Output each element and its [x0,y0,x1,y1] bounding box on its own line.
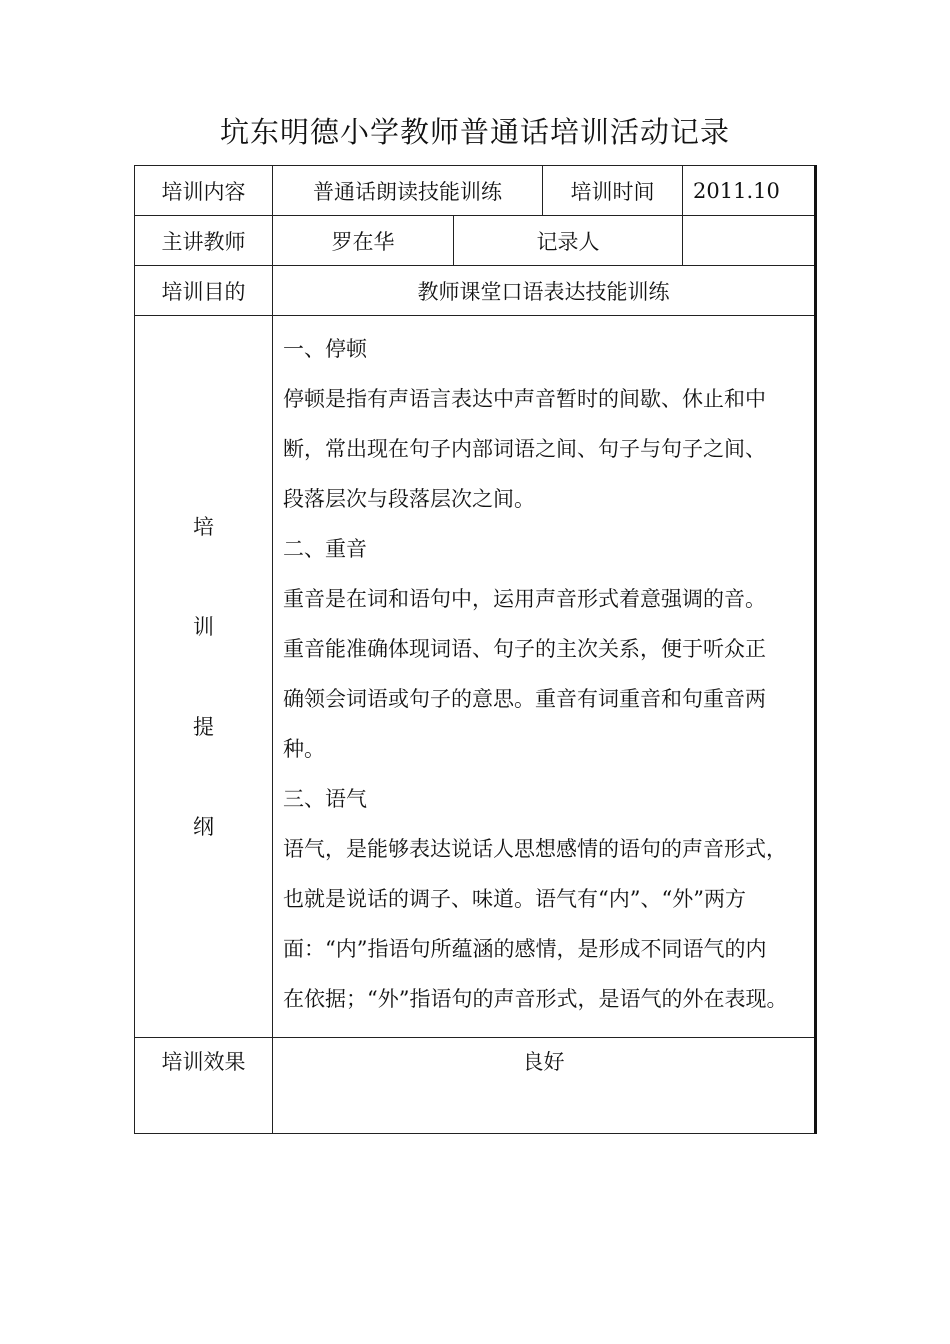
recorder-label: 记录人 [454,216,683,266]
outline-line: 段落层次与段落层次之间。 [283,487,535,511]
outline-label-char: 纲 [193,814,214,839]
row-effect [135,1038,816,1134]
purpose-label: 培训目的 [135,266,273,316]
row-teacher-recorder [135,216,816,266]
outline-line: 语气，是能够表达说话人思想感情的语句的声音形式， [283,837,787,861]
outline-content [273,316,816,1038]
outline-line: 面：“内”指语句所蕴涵的感情，是形成不同语气的内 [283,937,767,961]
training-record-table [134,165,817,1134]
row-outline [135,316,816,1038]
recorder-value [683,216,816,266]
effect-label: 培训效果 [135,1038,273,1134]
outline-line: 也就是说话的调子、味道。语气有“内”、“外”两方 [283,887,746,911]
outline-label-char: 提 [193,714,214,739]
time-label: 培训时间 [543,166,683,216]
outline-line: 断，常出现在句子内部词语之间、句子与句子之间、 [283,437,766,461]
outline-label-char: 培 [193,514,214,539]
page-title: 坑东明德小学教师普通话培训活动记录 [219,115,730,149]
row-content-time [135,166,816,216]
outline-heading-pause: 一、停顿 [283,337,367,361]
outline-line: 种。 [283,737,325,761]
outline-line: 重音能准确体现词语、句子的主次关系，便于听众正 [283,637,766,661]
teacher-label: 主讲教师 [135,216,273,266]
outline-heading-stress: 二、重音 [283,537,367,561]
row-purpose [135,266,816,316]
outline-line: 停顿是指有声语言表达中声音暂时的间歇、休止和中 [283,387,766,411]
teacher-value: 罗在华 [273,216,454,266]
content-label: 培训内容 [135,166,273,216]
time-value: 2011.10 [683,166,816,216]
content-value: 普通话朗读技能训练 [273,166,543,216]
outline-label [135,316,273,1038]
outline-line: 确领会词语或句子的意思。重音有词重音和句重音两 [283,687,766,711]
outline-heading-tone: 三、语气 [283,787,367,811]
outline-line: 重音是在词和语句中，运用声音形式着意强调的音。 [283,587,766,611]
outline-line: 在依据；“外”指语句的声音形式，是语气的外在表现。 [283,987,788,1011]
outline-label-char: 训 [193,614,214,639]
effect-value: 良好 [273,1038,816,1134]
purpose-value: 教师课堂口语表达技能训练 [273,266,816,316]
